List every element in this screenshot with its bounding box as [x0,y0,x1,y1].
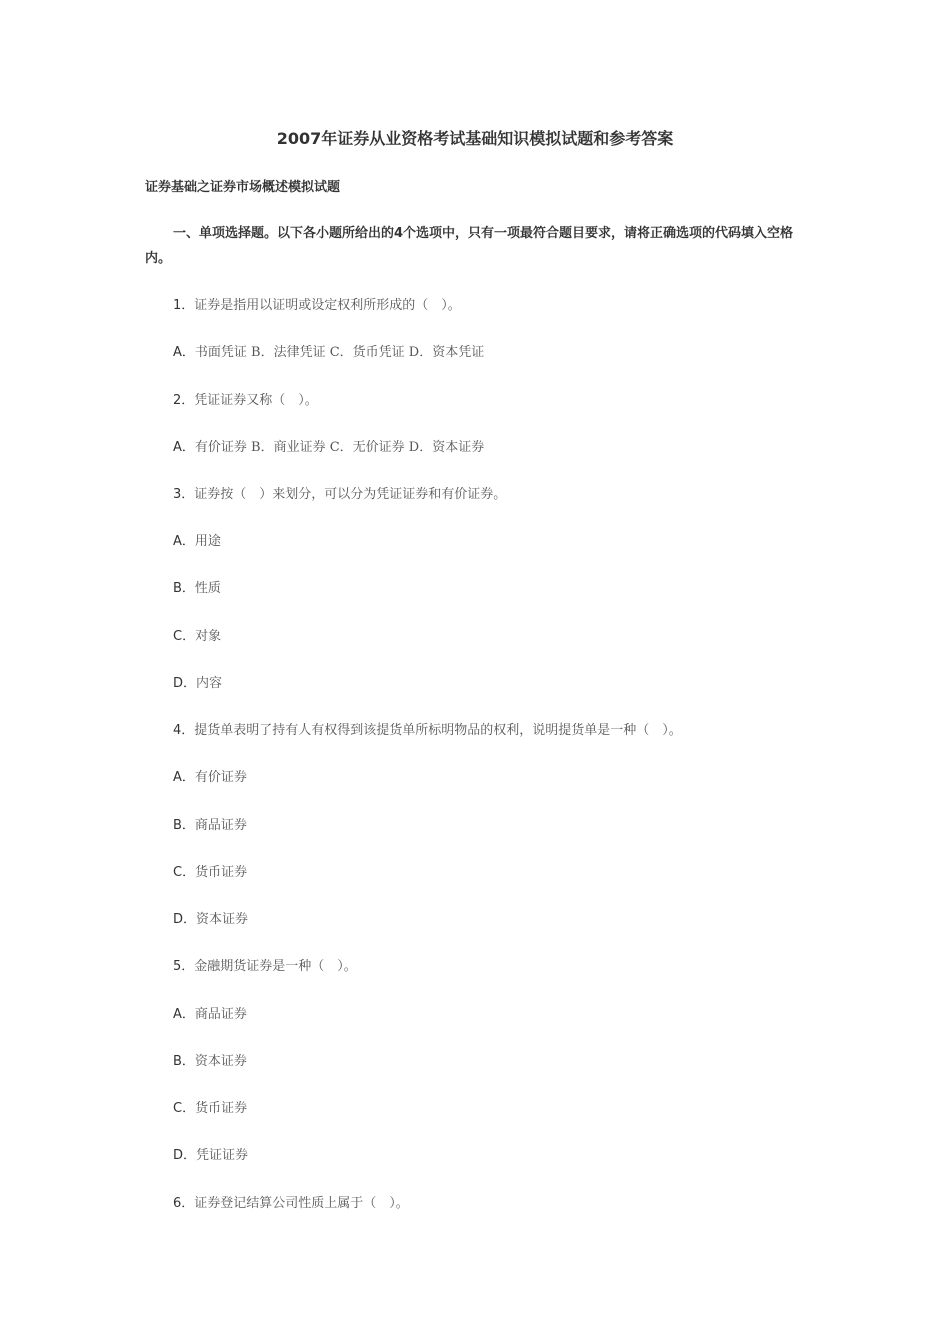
question-line: 5．金融期货证券是一种（ ）。 [173,959,357,974]
option-line: D．内容 [173,676,223,691]
instructions-paragraph: 一、单项选择题。以下各小题所给出的4个选项中，只有一项最符合题目要求，请将正确选项的代码填入空格内。 [145,226,794,266]
option-line: D．资本证券 [173,912,249,927]
question-line: 3．证券按（ ）来划分，可以分为凭证证券和有价证券。 [173,487,507,502]
option-line: B．商品证券 [173,818,247,833]
option-line: A．有价证券 [173,770,247,785]
option-line: A．用途 [173,534,221,549]
document-title: 2007年证券从业资格考试基础知识模拟试题和参考答案 [276,129,674,148]
question-line: 2．凭证证券又称（ ）。 [173,393,318,408]
question-line: 1．证券是指用以证明或设定权利所形成的（ ）。 [173,298,461,313]
option-line: A．书面凭证 B．法律凭证 C．货币凭证 D．资本凭证 [173,345,485,360]
question-line: 6．证券登记结算公司性质上属于（ ）。 [173,1196,409,1211]
option-line: D．凭证证券 [173,1148,249,1163]
option-line: B．资本证券 [173,1054,247,1069]
section-subtitle: 证券基础之证券市场概述模拟试题 [145,180,341,195]
option-line: B．性质 [173,581,221,596]
option-line: A．有价证券 B．商业证券 C．无价证券 D．资本证券 [173,440,485,455]
option-line: C．货币证券 [173,1101,248,1116]
option-line: C．对象 [173,629,222,644]
option-line: C．货币证券 [173,865,248,880]
option-line: A．商品证券 [173,1007,247,1022]
question-line: 4．提货单表明了持有人有权得到该提货单所标明物品的权利，说明提货单是一种（ ）。 [173,723,682,738]
